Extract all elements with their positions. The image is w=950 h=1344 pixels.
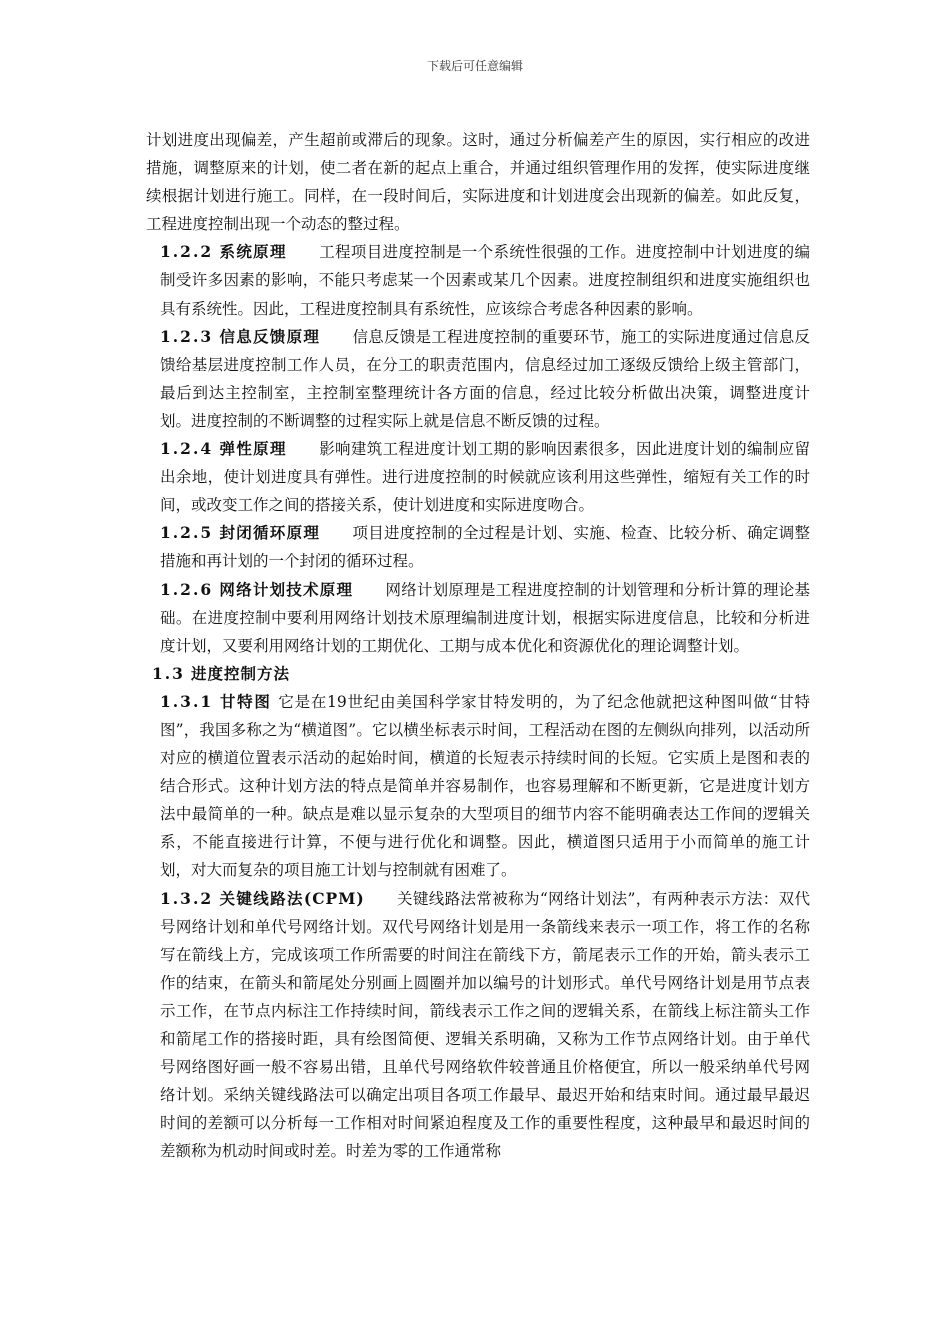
section-body: 工程项目进度控制是一个系统性很强的工作。进度控制中计划进度的编制受许多因素的影响，不能只考虑某一个因素或某几个因素。进度控制组织和进度实施组织也具有系统性。因此，工程进度控制具有系统性，应该综合考虑各种因素的影响。: [160, 243, 810, 318]
section-body: 关键线路法常被称为“网络计划法”，有两种表示方法：双代号网络计划和单代号网络计划。双代号网络计划是用一条箭线来表示一项工作，将工作的名称写在箭线上方，完成该项工作所需要的时间注在箭线下方，箭尾表示工作的开始，箭头表示工作的结束，在箭头和箭尾处分别画上圆圈并加以编号的计划形式。单代号网络计划是用节点表示工作，在节点内标注工作持续时间，箭线表示工作之间的逻辑关系，在箭线上标注箭头工作和箭尾工作的搭接时距，具有绘图简便、逻辑关系明确，又称为工作节点网络计划。由于单代号网络图好画一般不容易出错，且单代号网络软件较普通且价格便宜，所以一般采纳单代号网络计划。采纳关键线路法可以确定出项目各项工作最早、最迟开始和结束时间。通过最早最迟时间的差额可以分析每一工作相对时间紧迫程度及工作的重要性程度，这种最早和最迟时间的差额称为机动时间或时差。时差为零的工作通常称: [160, 889, 810, 1161]
document-body: [146, 126, 810, 1165]
section-body: 网络计划原理是工程进度控制的计划管理和分析计算的理论基础。在进度控制中要利用网络计划技术原理编制进度计划，根据实际进度信息，比较和分析进度计划，又要利用网络计划的工期优化、工期与成本优化和资源优化的理论调整计划。: [160, 580, 810, 655]
section-title: 封闭循环原理: [219, 523, 321, 543]
paragraph-intro: 计划进度出现偏差，产生超前或滞后的现象。这时，通过分析偏差产生的原因，实行相应的改进措施，调整原来的计划，使二者在新的起点上重合，并通过组织管理作用的发挥，使实际进度继续根据计划进行施工。同样，在一段时间后，实际进度和计划进度会出现新的偏差。如此反复，工程进度控制出现一个动态的整过程。: [146, 131, 810, 234]
section-body: 信息反馈是工程进度控制的重要环节，施工的实际进度通过信息反馈给基层进度控制工作人员，在分工的职责范围内，信息经过加工逐级反馈给上级主管部门，最后到达主控制室，主控制室整理统计各方面的信息，经过比较分析做出决策，调整进度计划。进度控制的不断调整的过程实际上就是信息不断反馈的过程。: [160, 327, 810, 430]
section-number: 1.2.6: [160, 579, 214, 599]
section-1-2-2: [146, 238, 810, 322]
section-number: 1.2.2: [160, 242, 214, 262]
section-1-2-6: [146, 576, 810, 660]
section-1-2-3: [146, 323, 810, 435]
section-body: 项目进度控制的全过程是计划、实施、检查、比较分析、确定调整措施和再计划的一个封闭的循环过程。: [160, 524, 810, 571]
section-title: 信息反馈原理: [219, 326, 321, 346]
section-title: 进度控制方法: [190, 663, 290, 683]
section-body: 影响建筑工程进度计划工期的影响因素很多，因此进度计划的编制应留出余地，使计划进度具有弹性。进行进度控制的时候就应该利用这些弹性，缩短有关工作的时间，或改变工作之间的搭接关系，使计划进度和实际进度吻合。: [160, 440, 810, 515]
section-1-3-2: [146, 885, 810, 1166]
section-number: 1.3.2: [160, 888, 214, 908]
section-title: 甘特图: [219, 691, 272, 711]
section-1-2-5: [146, 519, 810, 575]
section-title: 关键线路法(CPM): [219, 888, 365, 908]
section-number: 1.2.4: [160, 439, 214, 459]
section-title: 系统原理: [219, 242, 287, 262]
section-number: 1.3.1: [160, 691, 214, 711]
section-title: 网络计划技术原理: [219, 579, 354, 599]
section-heading-1-3: [146, 660, 810, 688]
section-1-2-4: [146, 435, 810, 519]
page-header: 下载后可任意编辑: [426, 59, 523, 73]
section-1-3-1: [146, 688, 810, 885]
section-title: 弹性原理: [219, 439, 287, 459]
section-number: 1.3: [152, 663, 185, 683]
section-number: 1.2.3: [160, 326, 214, 346]
section-number: 1.2.5: [160, 523, 214, 543]
section-body: 它是在19世纪由美国科学家甘特发明的，为了纪念他就把这种图叫做“甘特图”，我国多称之为“横道图”。它以横坐标表示时间，工程活动在图的左侧纵向排列，以活动所对应的横道位置表示活动的起始时间，横道的长短表示持续时间的长短。它实质上是图和表的结合形式。这种计划方法的特点是简单并容易制作，也容易理解和不断更新，它是进度计划方法中最简单的一种。缺点是难以显示复杂的大型项目的细节内容不能明确表达工作间的逻辑关系，不能直接进行计算，不便与进行优化和调整。因此，横道图只适用于小而简单的施工计划，对大而复杂的项目施工计划与控制就有困难了。: [160, 692, 810, 880]
